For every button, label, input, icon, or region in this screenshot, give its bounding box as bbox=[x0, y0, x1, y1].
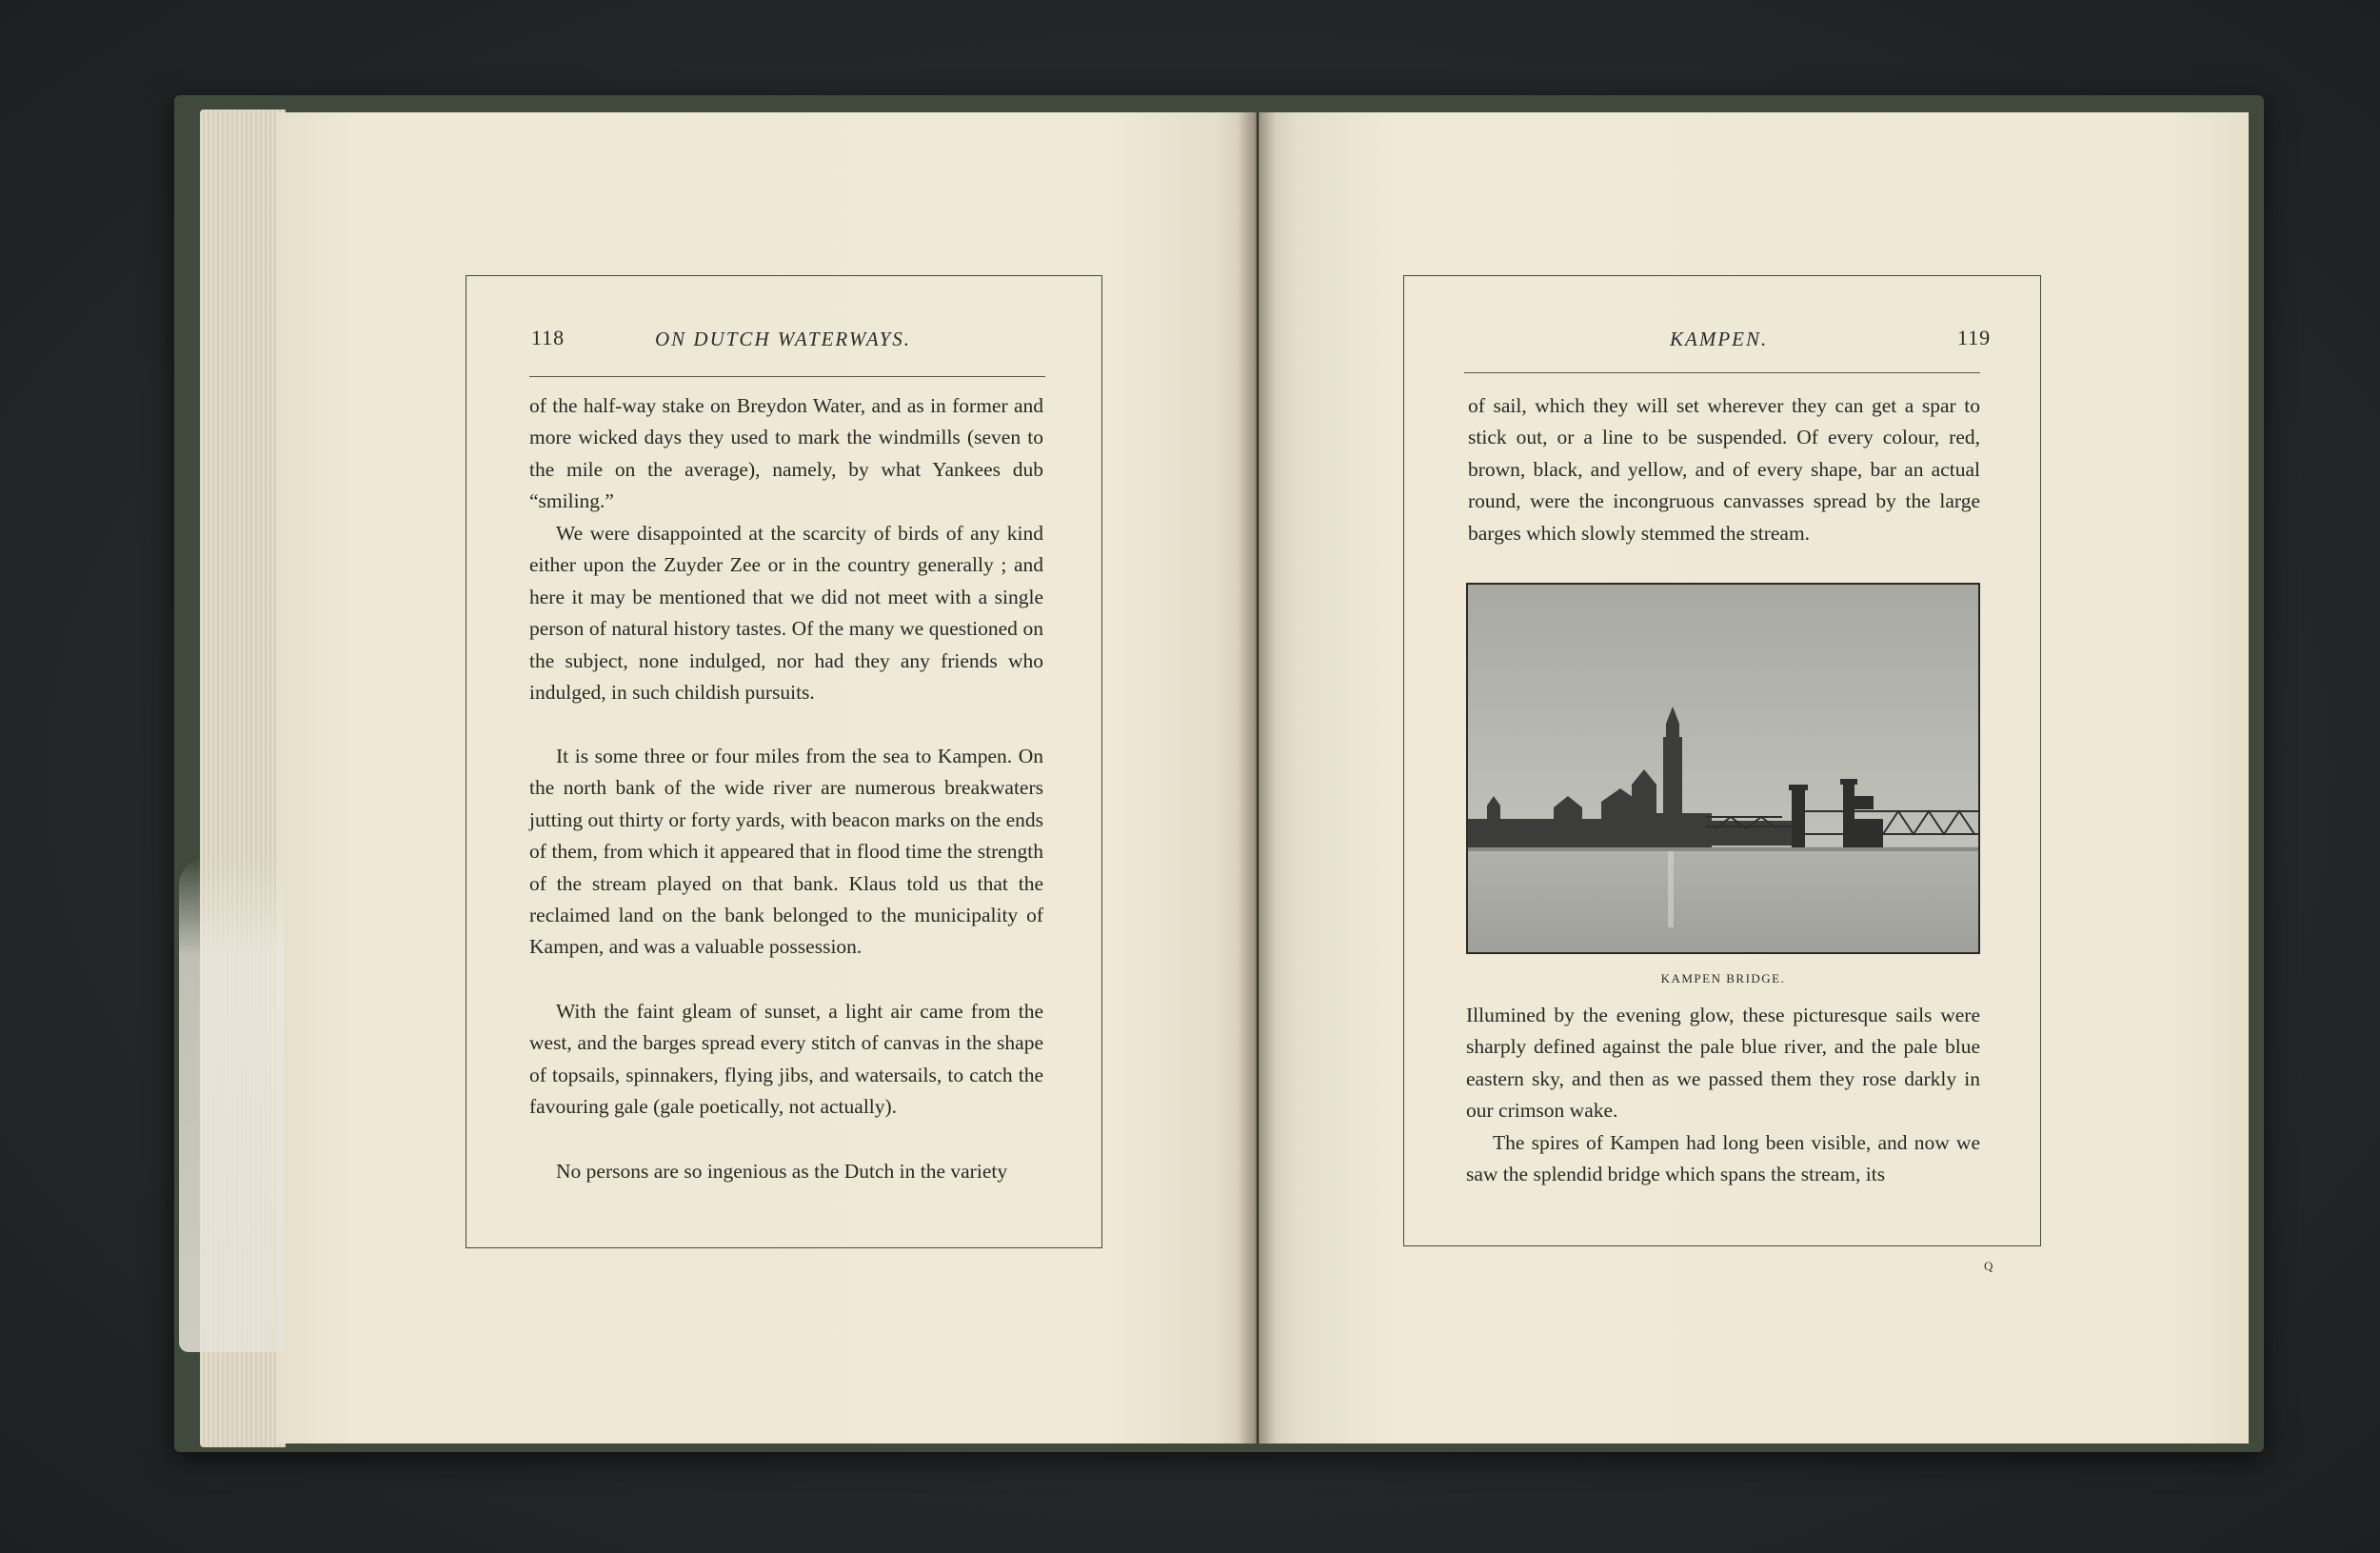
right-paragraph-1: Illumined by the evening glow, these picturesque sails were sharply defined against the pale blue river, and the pale blue eastern sky, and then as we passed them they rose darkly in our crimson wake. bbox=[1466, 1004, 1980, 1123]
tissue-guard bbox=[179, 857, 284, 1352]
right-paragraph-2: The spires of Kampen had long been visible, and now we saw the splendid bridge which spans the stream, its bbox=[1466, 1131, 1980, 1186]
kampen-bridge-plate bbox=[1466, 583, 1980, 954]
kampen-bridge-illustration bbox=[1468, 585, 1978, 952]
right-paragraph-top: of sail, which they will set wherever they can get a spar to stick out, or a line to be suspended. Of every colour, red, brown, black, and yellow, and of every shape, bar an actual round, were the incongruous canvasses spread by the large barges which slowly stemmed the stream. bbox=[1468, 394, 1980, 545]
left-page-number: 118 bbox=[531, 326, 565, 349]
left-paragraph-1: of the half-way stake on Breydon Water, and as in former and more wicked days they used to mark the windmills (seven to the mile on the average), namely, by what Yankees dub “smiling.” bbox=[529, 394, 1043, 513]
plate-caption: KAMPEN BRIDGE. bbox=[1660, 971, 1786, 986]
left-paragraph-5: No persons are so ingenious as the Dutch in the variety bbox=[556, 1160, 1008, 1183]
left-running-head: ON DUTCH WATERWAYS. bbox=[655, 328, 912, 350]
left-paragraph-2: We were disappointed at the scarcity of birds of any kind either upon the Zuyder Zee or in the country generally ; and here it may be mentioned that we did not meet with a single person of natural history tastes. Of the many we questioned on the subject, none indulged, nor had they any friends who indulged, in such childish pursuits. bbox=[529, 522, 1043, 705]
left-paragraph-3: It is some three or four miles from the sea to Kampen. On the north bank of the wide river are numerous breakwaters jutting out thirty or forty yards, with beacon marks on the ends of them, from which it appeared that in flood time the strength of the stream played on that bank. Klaus told us that the reclaimed land on the bank belonged to the municipality of Kampen, and was a valuable possession. bbox=[529, 745, 1043, 959]
left-head-rule bbox=[529, 376, 1045, 377]
right-head-rule bbox=[1464, 372, 1980, 373]
left-paragraph-4: With the faint gleam of sunset, a light air came from the west, and the barges spread every stitch of canvas in the shape of topsails, spinnakers, flying jibs, and watersails, to catch the favouring gale (gale poetically, not actually). bbox=[529, 1000, 1043, 1119]
right-page-number: 119 bbox=[1957, 326, 1992, 349]
gutter-shadow bbox=[1238, 112, 1276, 1443]
right-running-head: KAMPEN. bbox=[1670, 328, 1769, 350]
signature-mark: Q bbox=[1984, 1259, 1993, 1273]
